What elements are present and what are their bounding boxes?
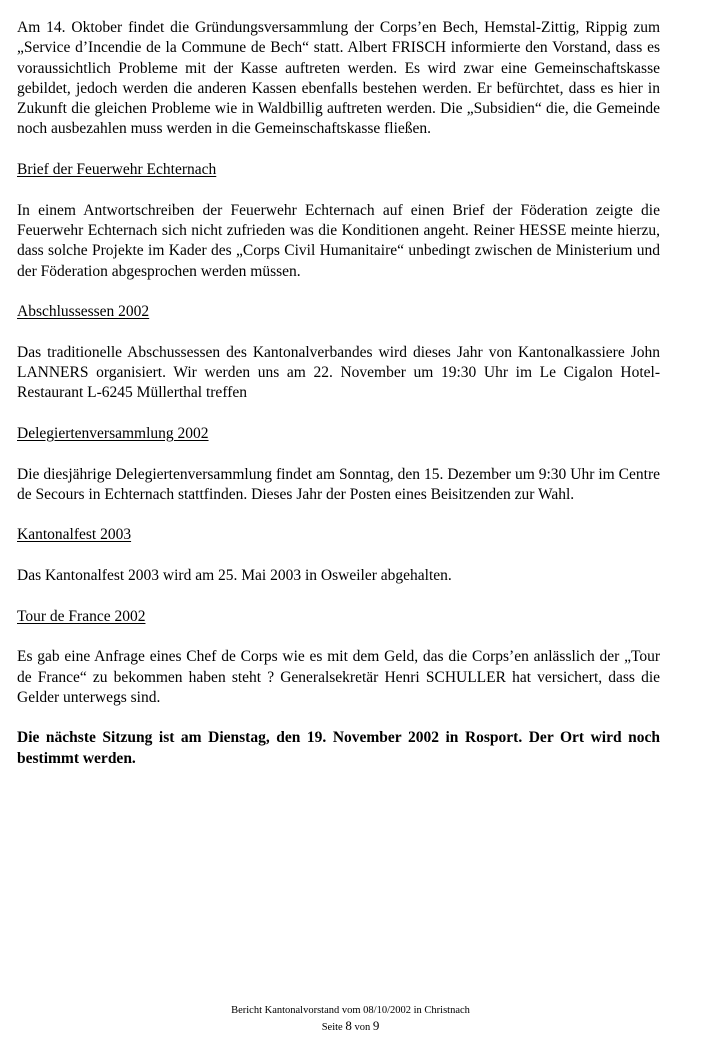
closing-note-next-meeting: Die nächste Sitzung ist am Dienstag, den 19. November 2002 in Rosport. Der Ort wird noch bestimmt werden. — [17, 729, 660, 767]
footer-page-number: 8 — [345, 1018, 352, 1033]
heading-tour-de-france: Tour de France 2002 — [17, 607, 146, 625]
paragraph-brief-feuerwehr-echternach: In einem Antwortschreiben der Feuerwehr Echternach auf einen Brief der Föderation zeigte die Feuerwehr Echternach sich nicht zufrieden was die Konditionen angeht. Reiner HESSE meinte hierzu, dass solche Projekte im Kader des „Corps Civil Humanitaire“ unbedingt zwischen de Ministerium und der Föderation abgesprochen werden müssen. — [17, 201, 660, 280]
heading-kantonalfest: Kantonalfest 2003 — [17, 526, 132, 544]
footer-page-indicator — [0, 1018, 701, 1035]
document-body — [17, 18, 660, 789]
heading-brief-feuerwehr-echternach: Brief der Feuerwehr Echternach — [17, 161, 217, 179]
paragraph-abschlussessen: Das traditionelle Abschussessen des Kantonalverbandes wird dieses Jahr von Kantonalkassiere John LANNERS organisiert. Wir werden uns am 22. November um 19:30 Uhr im Le Cigalon Hotel-Restaurant L-6245 Müllerthal treffen — [17, 343, 660, 402]
paragraph-tour-de-france: Es gab eine Anfrage eines Chef de Corps wie es mit dem Geld, das die Corps’en anlässlich der „Tour de France“ zu bekommen haben steht ? Generalsekretär Henri SCHULLER hat versichert, dass die Gelder unterwegs sind. — [17, 648, 660, 706]
footer-page-separator: von — [354, 1022, 371, 1033]
paragraph-gruendungsversammlung: Am 14. Oktober findet die Gründungsversammlung der Corps’en Bech, Hemstal-Zittig, Rippig zum „Service d’Incendie de la Commune de Bech“ statt. Albert FRISCH informierte den Vorstand, dass es voraussichtlich Probleme mit der Kasse auftreten werden. Es wird zwar eine Gemeinschaftskasse gebildet, jedoch werden die anderen Kassen ebenfalls bestehen werden. Er befürchtet, dass es hier in Zukunft die gleichen Probleme wie in Waldbillig auftreten werden. Die „Subsidien“ die, die Gemeinde noch ausbezahlen muss werden in die Gemeinschaftskasse fließen. — [17, 19, 660, 138]
paragraph-delegiertenversammlung: Die diesjährige Delegiertenversammlung findet am Sonntag, den 15. Dezember um 9:30 Uhr im Centre de Secours in Echternach stattfinden. Dieses Jahr der Posten eines Beisitzenden zur Wahl. — [17, 465, 660, 503]
footer-page-prefix: Seite — [321, 1022, 343, 1033]
footer-report-line: Bericht Kantonalvorstand vom 08/10/2002 in Christnach — [231, 1005, 470, 1016]
heading-abschlussessen: Abschlussessen 2002 — [17, 303, 150, 321]
footer-page-total: 9 — [372, 1018, 380, 1033]
page-footer — [0, 1003, 701, 1035]
heading-delegiertenversammlung: Delegiertenversammlung 2002 — [17, 424, 209, 442]
paragraph-kantonalfest: Das Kantonalfest 2003 wird am 25. Mai 2003 in Osweiler abgehalten. — [17, 567, 452, 585]
